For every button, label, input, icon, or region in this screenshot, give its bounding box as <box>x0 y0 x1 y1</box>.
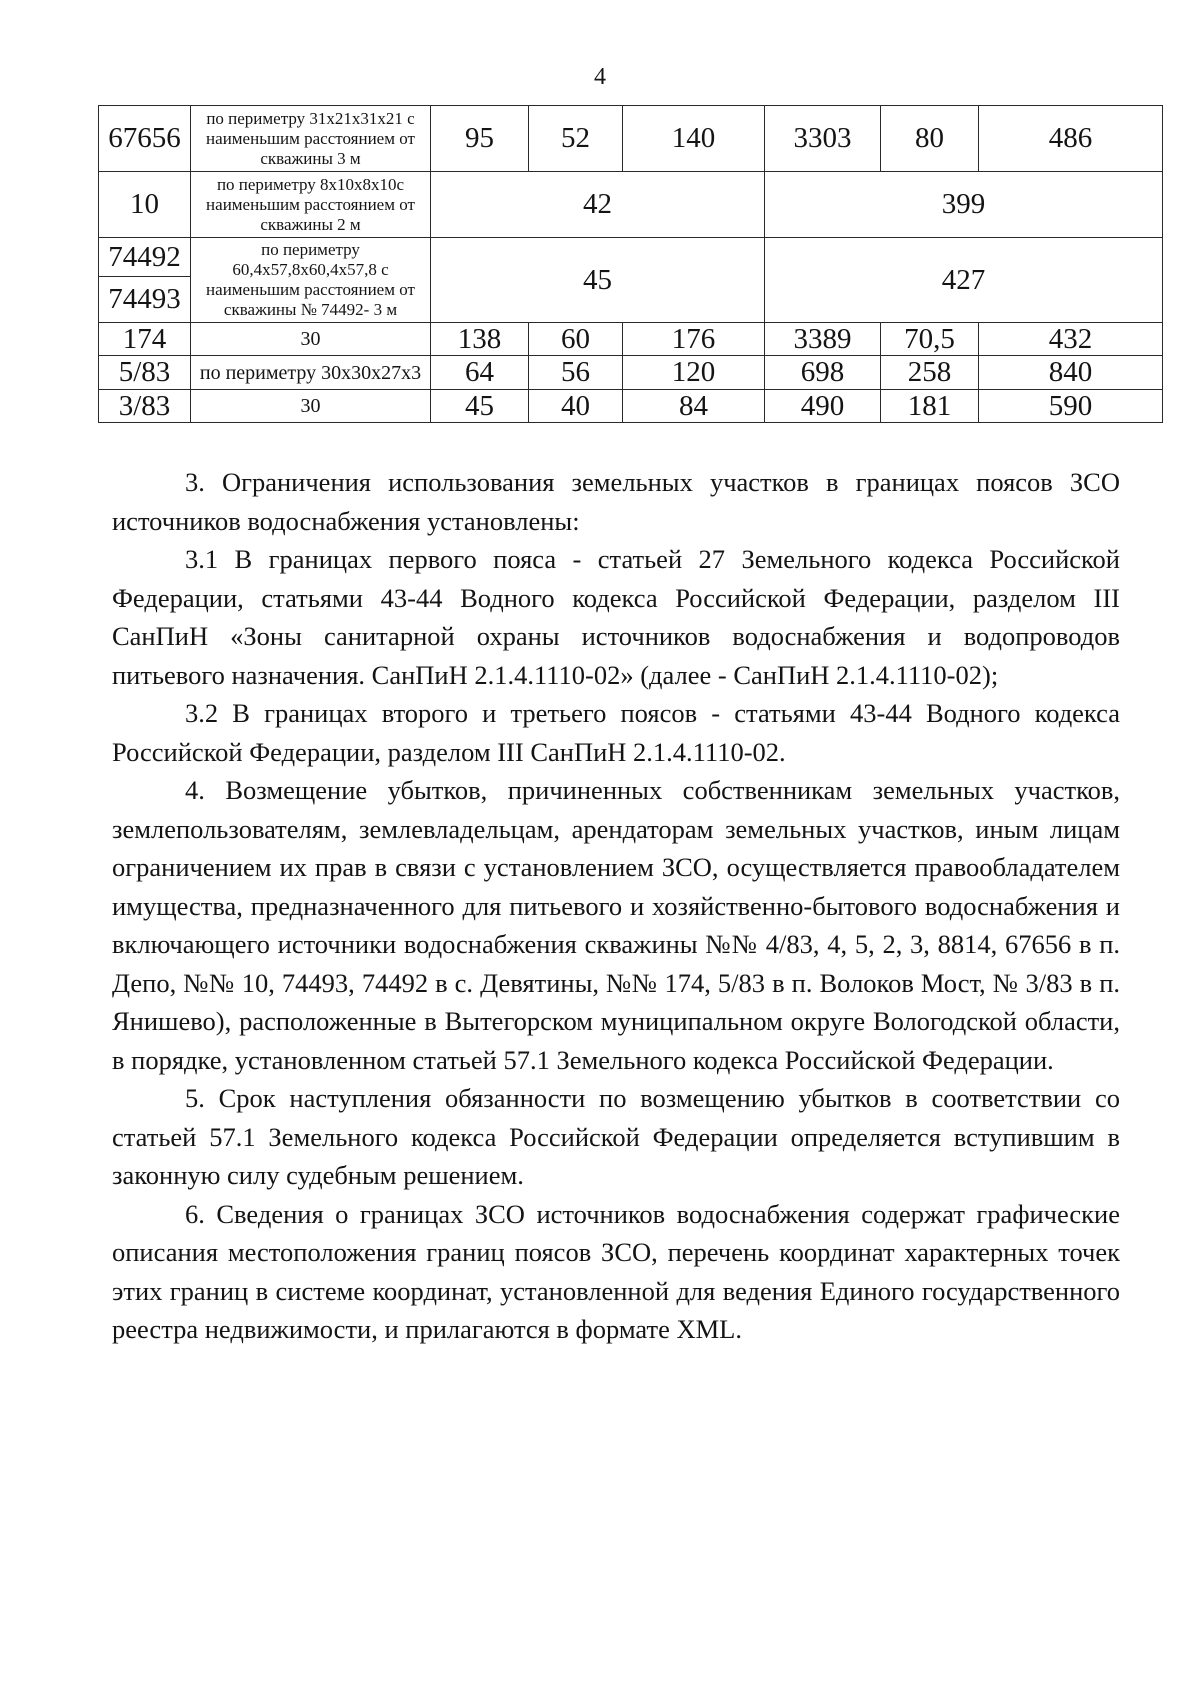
table-row <box>99 356 1163 390</box>
value-cell: 490 <box>765 390 881 423</box>
perimeter-cell: по периметру 30х30х27х3 <box>191 356 431 390</box>
well-number-cell: 67656 <box>99 106 191 172</box>
perimeter-cell: 30 <box>191 390 431 423</box>
merged-value-cell: 427 <box>765 238 1163 323</box>
table-row <box>99 172 1163 238</box>
value-cell: 70,5 <box>881 323 979 356</box>
paragraph: 3.2 В границах второго и третьего поясов - статьями 43-44 Водного кодекса Российской Федерации, разделом III СанПиН 2.1.4.1110-02. <box>112 698 1120 767</box>
well-number-cell: 10 <box>99 172 191 238</box>
well-number-cell: 74493 <box>99 277 191 323</box>
value-cell: 181 <box>881 390 979 423</box>
zso-table <box>98 105 1163 423</box>
value-cell: 140 <box>623 106 765 172</box>
paragraph: 4. Возмещение убытков, причиненных собственникам земельных участков, землепользователям, землевладельцам, арендаторам земельных участков, иным лицам ограничением их прав в связи с установлением ЗСО, осуществляется правообладателем имущества, предназначенного для питьевого и хозяйственно-бытового водоснабжения и включающего источники водоснабжения скважины №№ 4/83, 4, 5, 2, 3, 8814, 67656 в п. Депо, №№ 10, 74493, 74492 в с. Девятины, №№ 174, 5/83 в п. Волоков Мост, № 3/83 в п. Янишево), расположенные в Вытегорском муниципальном округе Вологодской области, в порядке, установленном статьей 57.1 Земельного кодекса Российской Федерации. <box>112 775 1120 1075</box>
value-cell: 56 <box>529 356 623 390</box>
well-number-cell: 174 <box>99 323 191 356</box>
value-cell: 45 <box>431 390 529 423</box>
perimeter-cell: по периметру 8х10х8х10с наименьшим расстоянием от скважины 2 м <box>191 172 431 238</box>
value-cell: 590 <box>979 390 1163 423</box>
page-number: 4 <box>594 64 606 90</box>
perimeter-cell: по периметру 60,4х57,8х60,4х57,8 с наименьшим расстоянием от скважины № 74492- 3 м <box>191 238 431 323</box>
paragraph: 3. Ограничения использования земельных участков в границах поясов ЗСО источников водоснабжения установлены: <box>112 467 1120 536</box>
merged-value-cell: 42 <box>431 172 765 238</box>
value-cell: 258 <box>881 356 979 390</box>
value-cell: 80 <box>881 106 979 172</box>
table-row <box>99 390 1163 423</box>
value-cell: 120 <box>623 356 765 390</box>
table-row <box>99 106 1163 172</box>
table-row <box>99 323 1163 356</box>
value-cell: 84 <box>623 390 765 423</box>
body-text <box>112 463 1120 1349</box>
value-cell: 486 <box>979 106 1163 172</box>
value-cell: 840 <box>979 356 1163 390</box>
perimeter-cell: по периметру 31х21х31х21 с наименьшим расстоянием от скважины 3 м <box>191 106 431 172</box>
value-cell: 698 <box>765 356 881 390</box>
value-cell: 3389 <box>765 323 881 356</box>
perimeter-cell: 30 <box>191 323 431 356</box>
value-cell: 138 <box>431 323 529 356</box>
well-number-cell: 5/83 <box>99 356 191 390</box>
value-cell: 40 <box>529 390 623 423</box>
value-cell: 95 <box>431 106 529 172</box>
paragraph: 5. Срок наступления обязанности по возмещению убытков в соответствии со статьей 57.1 Земельного кодекса Российской Федерации определяется вступившим в законную силу судебным решением. <box>112 1083 1120 1190</box>
merged-value-cell: 45 <box>431 238 765 323</box>
well-number-cell: 3/83 <box>99 390 191 423</box>
table-row <box>99 238 1163 277</box>
paragraph: 3.1 В границах первого пояса - статьей 27 Земельного кодекса Российской Федерации, статьями 43-44 Водного кодекса Российской Федерации, разделом III СанПиН «Зоны санитарной охраны источников водоснабжения и водопроводов питьевого назначения. СанПиН 2.1.4.1110-02» (далее - СанПиН 2.1.4.1110-02); <box>112 544 1120 690</box>
value-cell: 64 <box>431 356 529 390</box>
paragraph: 6. Сведения о границах ЗСО источников водоснабжения содержат графические описания местоположения границ поясов ЗСО, перечень координат характерных точек этих границ в системе координат, установленной для ведения Единого государственного реестра недвижимости, и прилагаются в формате XML. <box>112 1198 1120 1344</box>
value-cell: 176 <box>623 323 765 356</box>
value-cell: 60 <box>529 323 623 356</box>
well-number-cell: 74492 <box>99 238 191 277</box>
value-cell: 3303 <box>765 106 881 172</box>
value-cell: 432 <box>979 323 1163 356</box>
value-cell: 52 <box>529 106 623 172</box>
merged-value-cell: 399 <box>765 172 1163 238</box>
